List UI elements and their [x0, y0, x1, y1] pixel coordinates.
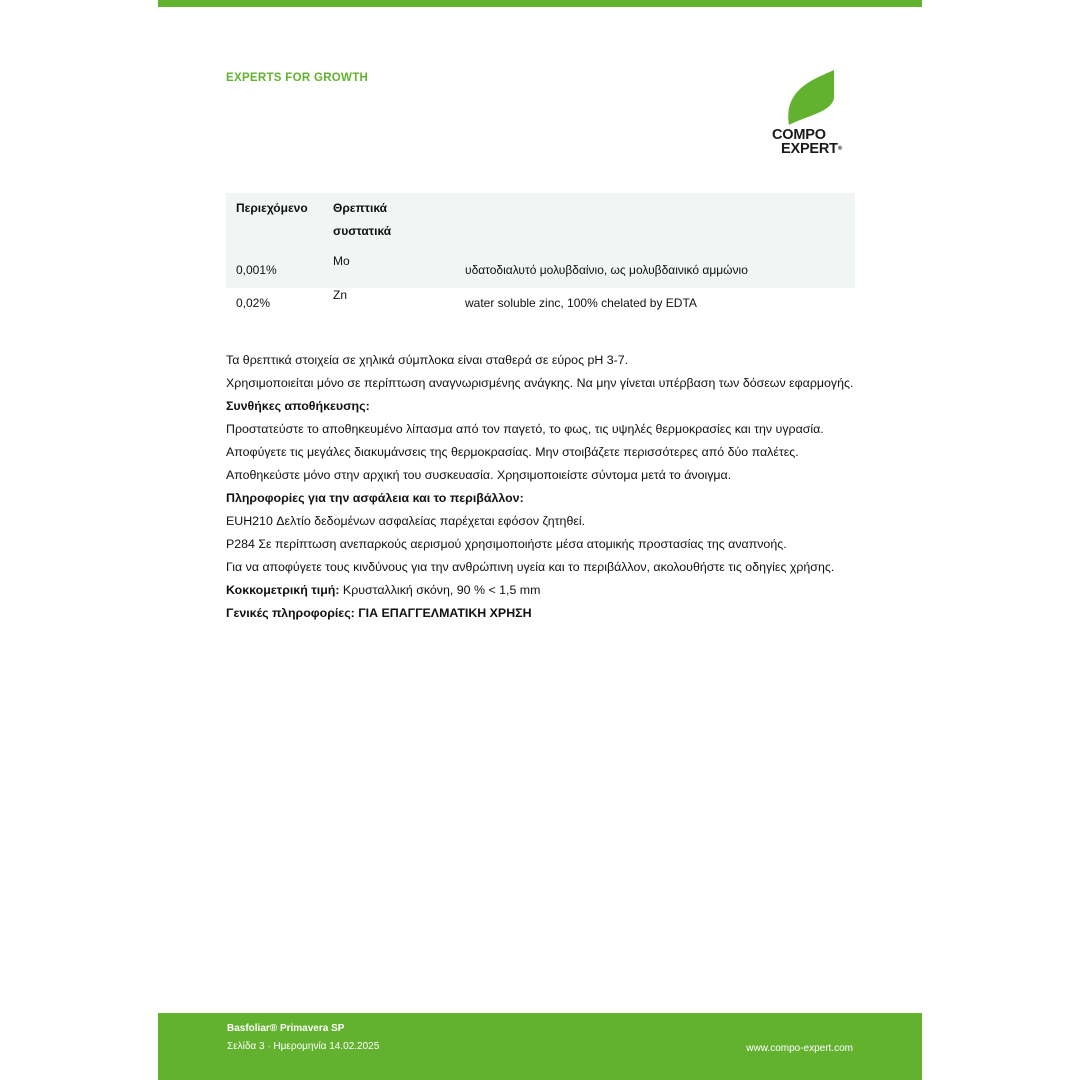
- footer-bar: [158, 1013, 922, 1080]
- safety-heading: Πληροφορίες για την ασφάλεια και το περιβάλλον:: [226, 491, 524, 505]
- table-header-row: [226, 193, 855, 251]
- cell-nutrient: Zn: [333, 288, 348, 302]
- cell-description: υδατοδιαλυτό μολυβδαίνιο, ως μολυβδαινικό αμμώνιο: [465, 263, 748, 277]
- safety-euh210: EUH210 Δελτίο δεδομένων ασφαλείας παρέχεται εφόσον ζητηθεί.: [226, 514, 586, 528]
- leaf-logo-icon: [786, 68, 838, 126]
- cell-content: 0,02%: [236, 296, 271, 310]
- header-nutrients-line2: συστατικά: [333, 224, 392, 238]
- top-accent-bar: [158, 0, 922, 7]
- storage-text: Προστατεύστε το αποθηκευμένο λίπασμα από τον παγετό, το φως, τις υψηλές θερμοκρασίες και την υγρασία. Αποφύγετε τις μεγάλες διακυμάνσεις της θερμοκρασίας. Μην στοιβάζετε περισσότερες από δύο παλέτες. Αποθηκεύστε μόνο στην αρχική του συσκευασία. Χρησιμοποιείστε σύντομα μετά το άνοιγμα.: [226, 422, 824, 482]
- general-info-label: Γενικές πληροφορίες:: [226, 606, 355, 620]
- product-name: Basfoliar® Primavera SP: [227, 1023, 345, 1034]
- storage-heading: Συνθήκες αποθήκευσης:: [226, 399, 370, 413]
- cell-description: water soluble zinc, 100% chelated by EDTA: [465, 296, 697, 310]
- grain-size-line: [226, 579, 866, 602]
- table-row: [226, 251, 855, 288]
- logo-line-1: COMPO: [772, 127, 826, 143]
- general-info-line: [226, 602, 866, 625]
- header-content: Περιεχόμενο: [236, 201, 308, 215]
- page-info: Σελίδα 3 · Ημερομηνία 14.02.2025: [227, 1041, 380, 1052]
- stability-note: Τα θρεπτικά στοιχεία σε χηλικά σύμπλοκα είναι σταθερά σε εύρος pH 3-7.: [226, 353, 629, 367]
- safety-instructions: Για να αποφύγετε τους κινδύνους για την ανθρώπινη υγεία και το περιβάλλον, ακολουθήστε τις οδηγίες χρήσης.: [226, 560, 835, 574]
- usage-note: Χρησιμοποιείται μόνο σε περίπτωση αναγνωρισμένης ανάγκης. Να μην γίνεται υπέρβαση των δόσεων εφαρμογής.: [226, 376, 854, 390]
- cell-content: 0,001%: [236, 263, 277, 277]
- general-info-value: ΓΙΑ ΕΠΑΓΓΕΛΜΑΤΙΚΗ ΧΡΗΣΗ: [354, 606, 532, 620]
- logo-line-2: EXPERT: [781, 141, 838, 157]
- cell-nutrient: Mo: [333, 254, 350, 268]
- safety-p284: P284 Σε περίπτωση ανεπαρκούς αερισμού χρησιμοποιήστε μέσα ατομικής προστασίας της αναπνοής.: [226, 537, 787, 551]
- product-information: [226, 349, 866, 625]
- nutrient-table: [226, 193, 855, 321]
- tagline: EXPERTS FOR GROWTH: [226, 72, 369, 84]
- document-page: [158, 0, 922, 1080]
- compo-expert-logo: [772, 68, 862, 160]
- logo-wordmark: [772, 128, 862, 156]
- grain-size-value: Κρυσταλλική σκόνη, 90 % < 1,5 mm: [339, 583, 541, 597]
- grain-size-label: Κοκκομετρική τιμή:: [226, 583, 340, 597]
- header-nutrients: [333, 197, 391, 243]
- website-link[interactable]: www.compo-expert.com: [746, 1043, 853, 1054]
- table-row: [226, 288, 855, 321]
- header-nutrients-line1: Θρεπτικά: [333, 201, 387, 215]
- registered-mark: ®: [837, 146, 843, 152]
